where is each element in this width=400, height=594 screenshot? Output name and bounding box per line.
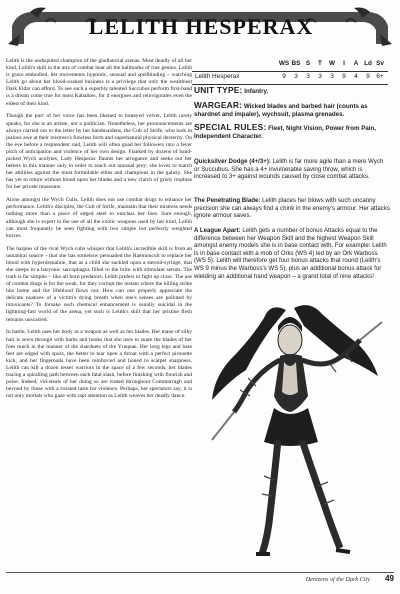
stat-value: 3 (294, 73, 298, 80)
unit-name: Lelith Hesperax (195, 73, 240, 80)
rule-name: A League Apart: (194, 227, 241, 234)
lore-paragraph: The harpies of the rival Wych cults whisper that Lelith's incredible skill is from an unnatural source – that she has somehow persuaded the Haemonculi to replace her blood with hyperdrenaline, that as a child she suckled upon a steroid-syringe, that she sleeps in a baryonic sarcophagus filled to the brim with stimulant serum. The truth is far simpler – like all born predators, Lelith prefers to fight up close. The use of combat drugs is for the weak, for they corrupt the instant where the killing strike hits home and the lifeblood flows out. How can one properly appreciate the delicate nuances of a victim's dying breath when one's senses are polluted by intoxicants? To forsake such chemical enhancement is usually suicidal in the lightning-fast world of the arena, yet such is Lelith's skill that her pristine flesh remains unscarred. (6, 245, 192, 323)
stat-line-table (192, 60, 388, 84)
stat-header: W (328, 60, 336, 67)
lore-paragraph: Alone amongst the Wych Cults, Lelith does not use combat drugs to enhance her performance. Lelith's disciples, the Cult of Strife, maintain that their mistress needs nothing more than a piece of edged steel to outclass her foes. Sure enough, although she is expert in the use of all the exotic weapons used by her kind, Lelith can most frequently be seen fighting with two simple but perfectly weighted knives. (6, 197, 192, 239)
wargear (194, 102, 390, 118)
stat-value: 3 (330, 73, 334, 80)
rule-quicksilver-dodge (194, 158, 390, 181)
footer-rule (6, 572, 394, 573)
rule-name: Quicksilver Dodge (4+/3+): (194, 158, 271, 165)
stat-header: Ld (364, 60, 372, 67)
wargear-label: WARGEAR: (194, 100, 243, 110)
stat-value-row (192, 71, 388, 83)
stat-header-row (192, 60, 388, 70)
wargear-value: Wicked blades and barbed hair (counts as shardnet and impaler), wychsuit, plasma grenades. (194, 103, 368, 118)
stat-header: WS (278, 60, 290, 67)
special-rules-value: Fleet, Night Vision, Power from Pain, Independent Character. (194, 125, 376, 140)
character-illustration (190, 300, 390, 562)
unit-type-value: Infantry. (244, 88, 269, 95)
special-rules (194, 124, 390, 140)
stat-value: 3 (318, 73, 322, 80)
page-number: 49 (385, 574, 394, 583)
page-title: LELITH HESPERAX (88, 14, 314, 39)
stat-value: 6+ (376, 73, 384, 80)
special-rules-label: SPECIAL RULES: (194, 122, 267, 132)
rule-penetrating-blade (194, 197, 390, 220)
rule-name: The Penetrating Blade: (194, 197, 261, 204)
stat-value: 3 (306, 73, 310, 80)
stat-header: T (318, 60, 322, 67)
stat-value: 9 (282, 73, 286, 80)
footer-section-title: Denizens of the Dark City (305, 576, 370, 583)
stat-value: 9 (366, 73, 370, 80)
stat-header: A (353, 60, 359, 67)
unit-type-label: UNIT TYPE: (194, 85, 243, 95)
rule-league-apart (194, 227, 390, 280)
stat-value: 4 (354, 73, 358, 80)
lore-paragraph: In battle, Lelith uses her body as a weapon as well as her blades. Her mane of silky hair is sewn through with barbs and hooks that she uses to snare the blades of her foes much in the manner of the shardnets of the Yraqnae. Her long legs and bare feet are edged with spurs, the better to tear open a throat with a perfect pirouette kick, and her fingernails have been reinforced and honed to scalpel sharpness. Lelith can kill a dozen lesser warriors in the space of a few seconds, her blades tracing a spiralling path between each fatal slash, before finishing with flourish and poise. Indeed, vid-steals of her doing so are traded throughout Commorragh and beyond by those with a twisted taste for violence. Perhaps, her spectators say, it is not only mortals who gaze with rapt attention as Lelith weaves her deadly dance. (6, 329, 192, 400)
stat-value: 9 (342, 73, 346, 80)
rule-text: Lelith places her blows with such uncanny precision she can always find a chink in the enemy's armour. Her attacks ignore armour saves. (194, 197, 390, 220)
lore-paragraph: Lelith is the undisputed champion of the gladiatorial arenas. Most deadly of all her kind, Lelith's skill in the arts of combat bear all the hallmarks of true genius. Lelith is grace embodied, her movements hypnotic, sensual and spellbinding – watching Lelith go about her blood-soaked business is a privilege that only the wealthiest Dark Eldar can afford. To see such a superbly talented Succubus perform first-hand is a dream come true for most Kabalites, for it energises and reinvigorates even the eldest of their kind. (6, 58, 192, 107)
lore-column (6, 58, 192, 574)
unit-type (194, 87, 390, 96)
stat-header: I (343, 60, 345, 67)
stat-header: Sv (376, 60, 384, 67)
lore-paragraph: Though the purr of her voice has been likened to honeyed velvet, Lelith rarely speaks, for she is an artiste, not a politician. Nonetheless, her pronouncements are always carried out to the letter by her handmaidens, the Cult of Strife, who look in jealous awe at their mistress's flawless form and supernatural physical dexterity. On the eve before a resplendent raid, Lelith will often goad her followers into a fever pitch of anticipation and violence of her own design. Flanked by dozens of hand-picked Wych acolytes, Lady Hesperax flaunts her arrogance and seeks out her betters in this manner only in order to reach out unusual prey; she loves to match her abilities against the most formidable elites and champions in the galaxy. She has yet to return without blood upon her blades and a new clutch of grisly trophies for her private museums. (6, 113, 192, 191)
stat-header: S (305, 60, 311, 67)
rule-text: Lelith is far more agile than a mere Wych or Succubus. She has a 4+ invulnerable saving throw, which is increased to 3+ against wounds caused by close combat attacks. (194, 158, 384, 181)
stat-header: BS (291, 60, 301, 67)
page-header (6, 4, 394, 48)
rule-text: Lelith gets a number of bonus Attacks equal to the difference between her Weapon Skill and the highest Weapon Skill amongst enemy models she is in base contact with. For example: Lelith is in base contact with a mob of Orks (WS 4) led by an Ork Warboss (WS 5). Lelith will therefore get four bonus attacks that round (Lelith's WS 9 minus the Warboss's WS 5), plus an additional bonus attack for wielding an additional hand weapon – a grand total of nine attacks! (194, 227, 387, 280)
